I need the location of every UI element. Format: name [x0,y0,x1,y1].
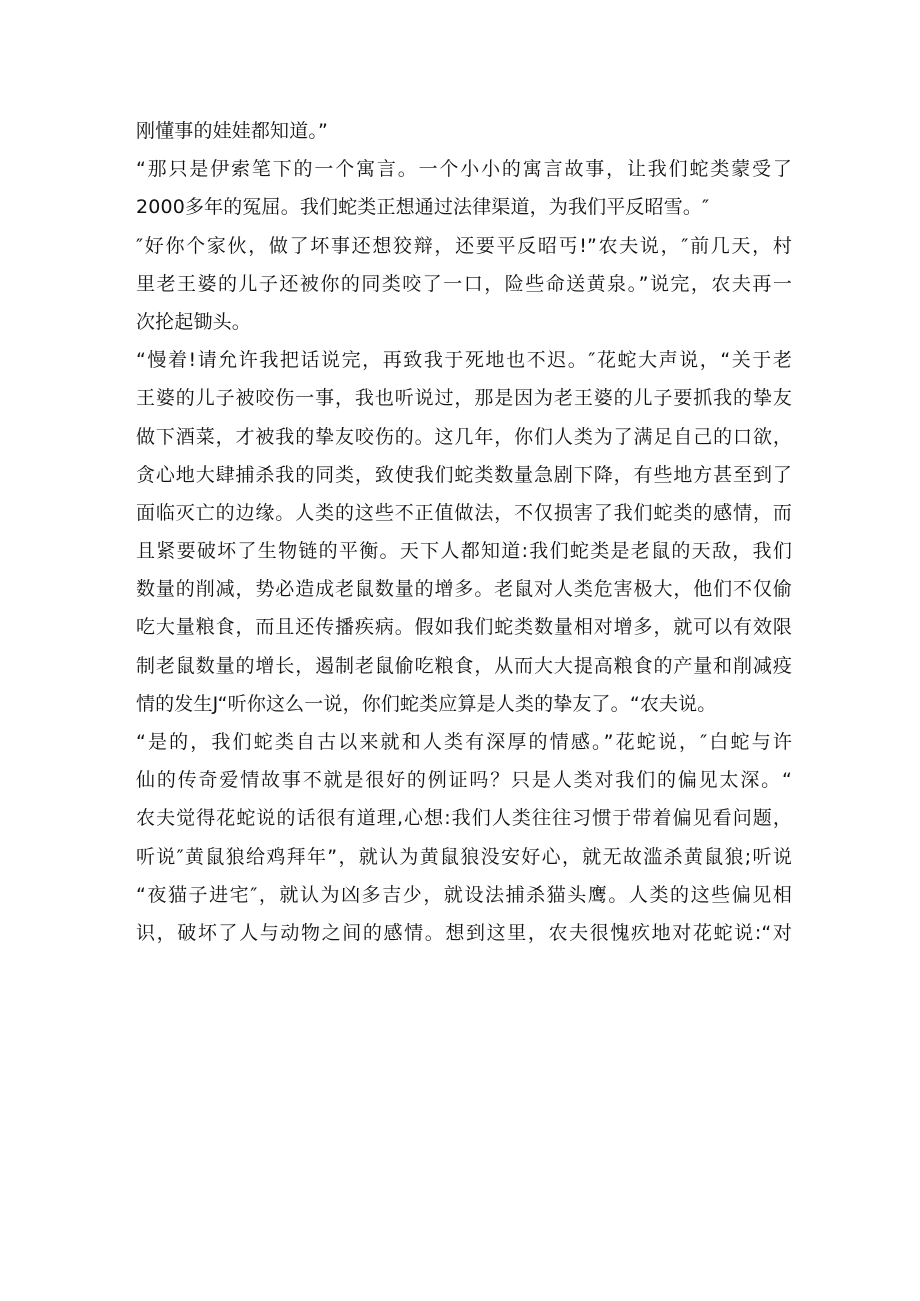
text-line: 识，破坏了人与动物之间的感情。想到这里，农夫很愧疚地对花蛇说:“对 [136,921,792,944]
body-text [136,112,792,952]
text-line: “是的，我们蛇类自古以来就和人类有深厚的情感。”花蛇说，″白蛇与许 [136,731,792,753]
text-line: 贪心地大肆捕杀我的同类，致使我们蛇类数量急剧下降，有些地方甚至到了 [136,463,792,486]
text-line: 王婆的儿子被咬伤一事，我也听说过，那是因为老王婆的儿子要抓我的挚友 [136,387,792,410]
text-line: ″好你个家伙，做了坏事还想狡辩，还要平反昭丐!”农夫说，″前几天，村 [136,234,792,257]
text-line: 次抡起锄头。 [136,310,251,333]
text-line: 做下酒菜，才被我的挚友咬伤的。这几年，你们人类为了满足自己的口欲， [136,425,792,448]
text-line: 刚懂事的娃娃都知道。” [136,120,328,142]
text-line: 且紧要破坏了生物链的平衡。天下人都知道:我们蛇类是老鼠的天敌，我们 [136,540,792,563]
text-line: 数量的削减，势必造成老鼠数量的增多。老鼠对人类危害极大，他们不仅偷 [136,578,792,601]
text-line: 面临灭亡的边缘。人类的这些不正值做法，不仅损害了我们蛇类的感情，而 [136,501,792,524]
text-line: 听说″黄鼠狼给鸡拜年”，就认为黄鼠狼没安好心，就无故滥杀黄鼠狼;听说 [136,845,792,868]
text-line: 吃大量粮食，而且还传播疾病。假如我们蛇类数量相对增多，就可以有效限 [136,616,792,639]
text-line: 情的发生J“听你这么一说，你们蛇类应算是人类的挚友了。“农夫说。 [136,692,717,715]
text-line: 农夫觉得花蛇说的话很有道理,心想:我们人类往往习惯于带着偏见看问题， [136,807,792,830]
text-line: 2000多年的冤屈。我们蛇类正想通过法律渠道，为我们平反昭雪。″ [136,196,710,219]
text-line: “夜猫子进宅″，就认为凶多吉少，就设法捕杀猫头鹰。人类的这些偏见相 [136,883,792,906]
text-line: 制老鼠数量的增长，遏制老鼠偷吃粮食，从而大大提高粮食的产量和削减疫 [136,654,792,677]
text-line: “那只是伊索笔下的一个寓言。一个小小的寓言故事，让我们蛇类蒙受了 [136,158,792,181]
text-line: 里老王婆的儿子还被你的同类咬了一口，险些命送黄泉。”说完，农夫再一 [136,272,792,295]
text-line: 仙的传奇爱情故事不就是很好的例证吗？只是人类对我们的偏见太深。“ [136,769,792,792]
text-line: “慢着!请允许我把话说完，再致我于死地也不迟。″花蛇大声说，“关于老 [136,349,792,372]
